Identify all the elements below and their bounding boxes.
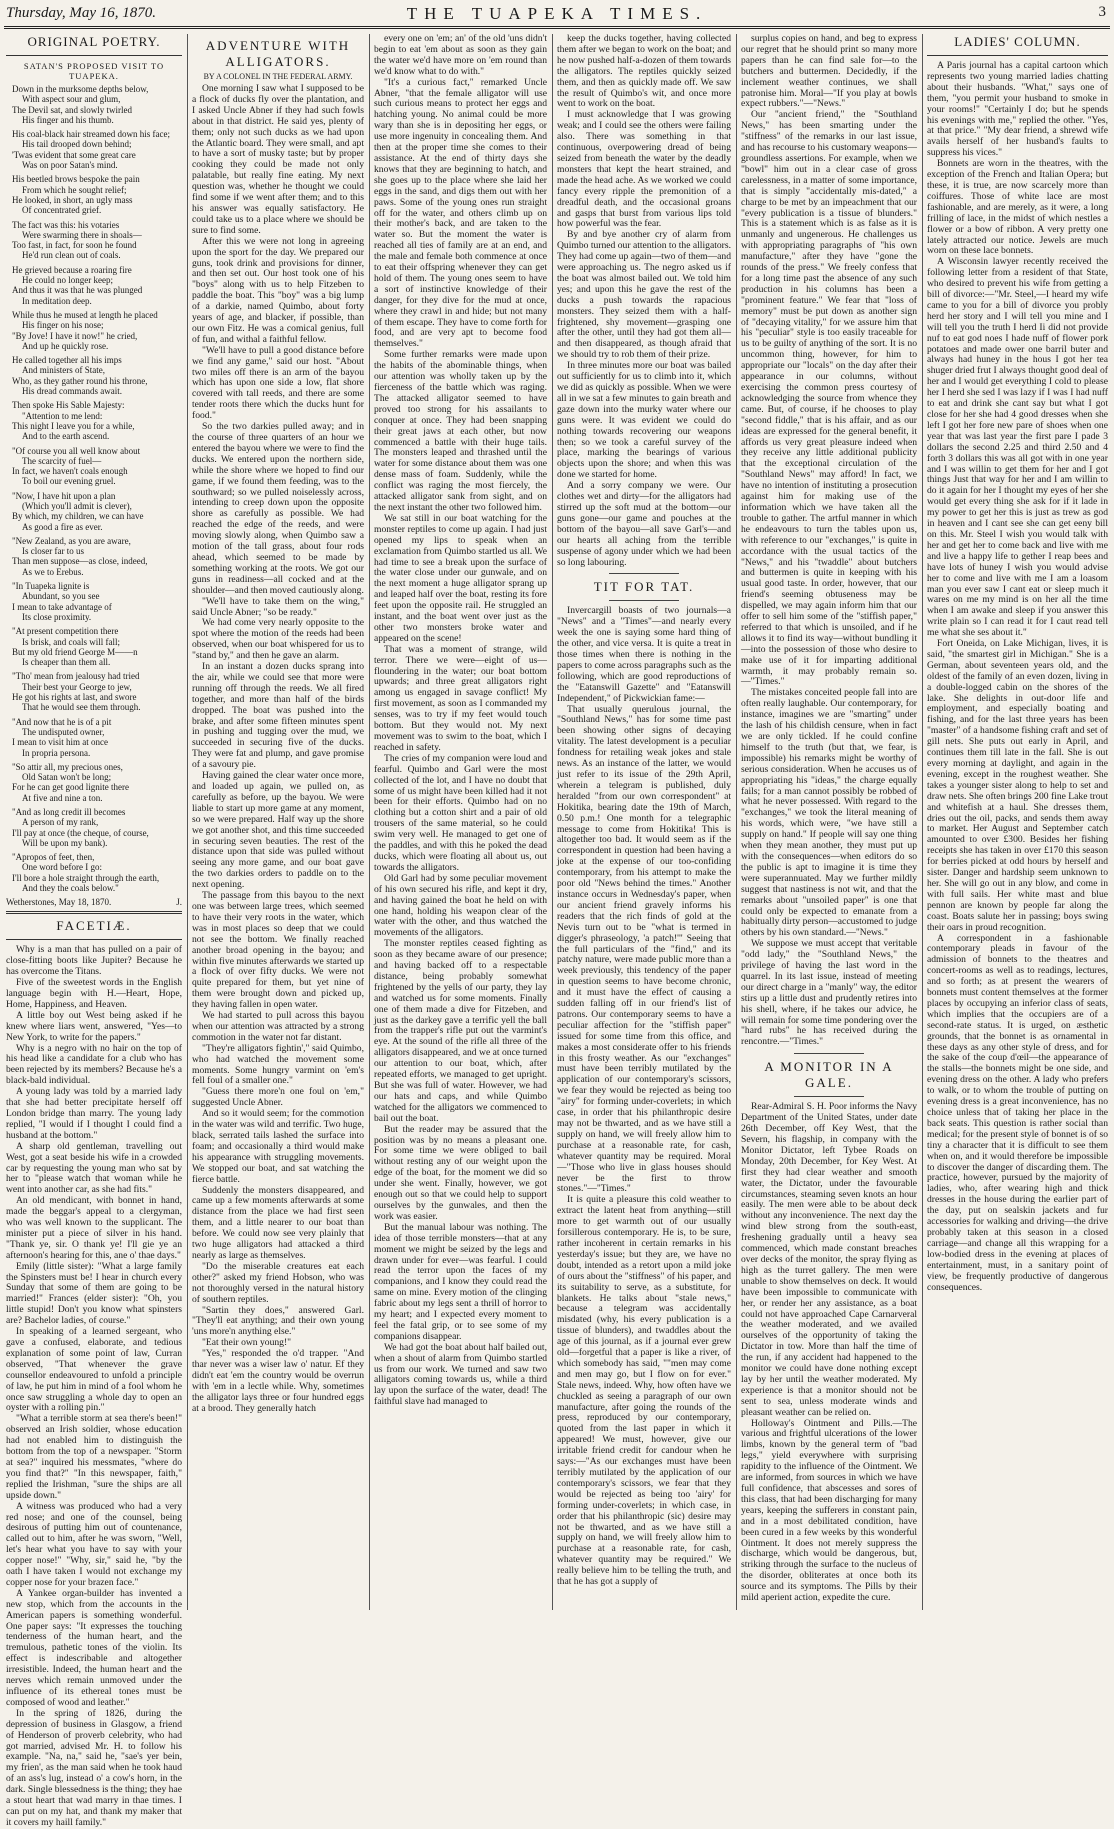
poem-line: While thus he mused at length he placed <box>12 309 158 320</box>
section-heading-facetiae: FACETIÆ. <box>56 918 132 934</box>
paragraph: We had come very nearly opposite to the spot where the motion of the reeds had been observed, when our boat whispered for us to "stand by," and then he gave an alarm. <box>192 617 364 662</box>
paragraph: We had started to pull across this bayou when our attention was attracted by a strong commotion in the water not far distant. <box>192 1010 364 1043</box>
divider <box>927 55 1108 56</box>
paragraph: And a sorry company we were. Our clothes wet and dirty—for the alligators had stirred up the soft mud at the bottom—our guns gone—our game and pouches at the bottom of the bayou—all save Garl's—and our hearts all aching from the terrible suspense of agony under which we had been so long labouring. <box>557 480 731 568</box>
column-tit-for-tat <box>557 34 731 1612</box>
paragraph: keep the ducks together, having collected them after we began to work on the boat; and he now pushed half-a-dozen of them towards the alligators. The reptiles quickly seized them, and then as quickly made off. We saw the result of Quimbo's wit, and once more went to work on the boat. <box>557 33 731 110</box>
paragraph: Some further remarks were made upon the habits of the abominable things, when our attention was wholly taken up by the fierceness of the battle which was raging. The attacked alligator seemed to have proved too strong for his assailants to conquer at once. They had been snapping their great jaws at each other, but now commenced a battle with their huge tails. The monsters leaped and thrashed until the water for some distance about them was one dense mass of foam. Suddenly, while the conflict was raging the most fiercely, the attacked alligator sank from sight, and on the next instant the other two followed him. <box>374 349 547 513</box>
paragraph: "Do the miserable creatures eat each other?" asked my friend Hobson, who was not thoroughly versed in the natural history of southern reptiles. <box>192 1260 364 1305</box>
poem-line: The undisputed owner, <box>22 726 105 737</box>
paragraph: So the two darkies pulled away; and in the course of three quarters of an hour we entered the bayou where we were to find the ducks. We entered upon the northern side, while the shore where we hoped to find our game, if we found them feeding, was to the southward; so we pulled noiselessly across, intending to creep down upon the opposite shore as carefully as possible. We had reached the edge of the reeds, and were moving slowly along, when Quimbo saw a motion of the tall grass, about four rods ahead, which seemed to be made by something working at the roots. We got our guns in readiness—all cocked and at the shoulder—and then moved cautiously along. <box>192 421 364 596</box>
paragraph: Emily (little sister): "What a large family the Spinsters must be! I hear in church every Sunday that some of them are going to be married!" Frances (elder sister): "Oh, you little stupid! Don't you know what spinsters are? Bachelor ladies, of course." <box>6 1260 182 1327</box>
divider <box>609 573 679 574</box>
article-title-monitor: A MONITOR IN A GALE. <box>764 1059 894 1091</box>
poem-line: Was on poor Satan's mind. <box>22 160 118 171</box>
paragraph: Old Garl had by some peculiar movement of his own secured his rifle, and kept it dry, and having gained the boat he held on with one hand, holding his weapon clear of the water with the other, and thus watched the movements of the alligators. <box>374 872 547 939</box>
poem-line: He could no longer keep; <box>22 275 113 286</box>
paragraph: every one on 'em; an' of the old 'uns didn't begin to eat 'em about as soon as they gain the water we'd have more on 'em round than we'd know what to do with." <box>374 33 547 77</box>
poem-line: A person of my rank, <box>22 817 99 828</box>
paragraph: "Sartin they does," answered Garl. "They'll eat anything; and their own young 'uns more'n anything else." <box>192 1304 364 1338</box>
poem-title: SATAN'S PROPOSED VISIT TO TUAPEKA. <box>23 61 165 81</box>
paragraph: Rear-Admiral S. H. Poor informs the Navy Department of the United States, under date 26th December, off Key West, that the Severn, his flagship, in company with the Monitor Dictator, left Tybee Roads on Monday, 20th December, for Key West. At first they had clear weather and smooth water, the Dictator, under the favourable circumstances, steaming seven knots an hour easily. The men were able to be about deck without any inconvenience. The next day the wind blew strong from the south-east, freshening gradually until a heavy sea commenced, which made constant breaches over decks of the monitor, the spray flying as high as the turret gallery. The men were unable to show themselves on deck. It would have been impossible to communicate with her, or render her any assistance, as a boat could not have approached Cape Carnarveral the weather moderated, and we availed ourselves of the opportunity of taking the Dictator in tow. More than half the time of the run, if any accident had happened to the monitor we could have done nothing except lay by her until the weather moderated. My experience is that a monitor should not be sent to sea, unless moderate winds and pleasant weather can be relied on. <box>741 1101 917 1418</box>
paragraph: An old mendicant, with bonnet in hand, made the beggar's appeal to a clergyman, who was well known to the supplicant. The minister put a piece of silver in his hand. "Thank ye, sir. O thank ye! I'll gie ye an afternoon's hearing for this, ane o' thae days." <box>6 1195 182 1261</box>
poem-line: Too fast, in fact, for soon he found <box>12 240 137 251</box>
poem-line: Than men suppose—as close, indeed, <box>12 556 148 567</box>
poem-line: Old Satan won't be long; <box>22 772 112 783</box>
paragraph: Five of the sweetest words in the English language begin with H.—Heart, Hope, Home, Happiness, and Heaven. <box>6 977 182 1010</box>
article-title-adventure: ADVENTURE WITH ALLIGATORS. <box>205 38 351 69</box>
poem-line: "New Zealand, as you are aware, <box>12 535 131 546</box>
tit-for-tat-body <box>557 606 731 1588</box>
poem-line: But my old friend George M——n <box>12 646 138 657</box>
paragraph: A little boy out West being asked if he knew where liars went, answered, "Yes—to New York, to write for the papers." <box>6 1009 182 1043</box>
masthead <box>0 0 1114 26</box>
paragraph: After this we were not long in agreeing upon the sport for the day. We prepared our guns, took drink and provisions for dinner, and then set out. Our host took one of his "boys" along with us to help Fitzeben to paddle the boat. This "boy" was a big lump of a darkie, named Quimbo, about forty years of age, and blacker, if possible, than our own Fitz. He was a comical genius, full of fun, and withal a faithful fellow. <box>192 235 364 345</box>
paragraph: That usually querulous journal, the "Southland News," has for some time past been showing other signs of decaying vitality. The latest development is a peculiar fondness for retailing weak jokes and stale news. As an instance of the latter, we would just refer to its issue of the 29th April, wherein a telegram is published, duly heralded "from our own correspondent" at Hokitika, bearing date the 19th of March, 0.50 p.m.! One month for a telegraphic message to come from Hokitika! This is altogether too bad. It would seem as if the correspondent in question had been having a joke at the expense of our too-confiding contemporary, from his attempt to make the poor old "News behind the times." Another instance occurs in Wednesday's paper, when our ancient friend gravely informs his readers that the rich finds of gold at the Nevis turn out to be "what is termed in digger's phraseology, 'a patch!'" Seeing that the full particulars of the "find," and its patchy nature, were made public more than a week previously, this tendency of the paper in question seems to have become chronic, and it must have the effect of causing a sudden falling off in our friend's list of patrons. Our contemporary seems to have a peculiar affection for the "stiffish paper" issued for some time from this office, and makes a most considerate offer to his friends in this frosty weather. As our "exchanges" must have been terribly mutilated by the application of our contemporary's scissors, we fear they would be rejected as being too "airy" for forming under-coverlets; in which case, in order that his philanthropic desire may not be thwarted, and as we have still a supply on hand, we will freely allow him to purchase at a reasonable rate, for cash, whatever quantity may be required. Moral—"Those who live in glass houses should never be the first to throw stones."—"Times." <box>557 703 731 1195</box>
poem-line: From which he sought relief; <box>22 184 127 195</box>
paragraph: It is quite a pleasure this cold weather to extract the latent heat from anything—still more to get warmth out of our usually forsillerous contemporary. He is, to be sure, rather incoherent in certain remarks in his yesterday's issue; but they are, we have no doubt, intended as a retort upon a mild joke of ours about the "stiffness" of his paper, and its suitability to serve, as a substitute, for blankets. He talks about "stale news," because a telegram was accidentally misdated (why, his every publication is a tissue of blunders), and twaddles about the age of this journal, as if a journal ever grew old—forgetful that a paper is like a river, of which somebody has said, ""men may come and men may go, but I flow on for ever." Stale news, indeed. Why, how often have we chuckled as seeing a paragraph of our own manufacture, after going the rounds of the press, reproduced by our contemporary, quoted from the last paper in which it appeared! We must, however, give our irritable friend credit for candour when he says:—"As our exchanges must have been terribly mutilated by the application of our contemporary's scissors, we fear that they would be rejected as being too 'airy' for forming under-coverlets; in which case, in order that his philanthropic (sic) desire may not be thwarted, and as we have still a supply on hand, we will freely allow him to purchase at a reasonable rate, for cash, whatever quantity may be required." We really believe him to be telling the truth, and that he has got a supply of <box>557 1194 731 1588</box>
masthead-rule <box>4 26 1110 29</box>
poem-line: In meditation deep. <box>22 295 92 306</box>
divider <box>794 1096 864 1097</box>
poem-line: I mean to take advantage of <box>12 601 112 612</box>
section-heading-ladies-column: LADIES' COLUMN. <box>954 34 1081 49</box>
monitor-body <box>741 1102 917 1604</box>
column-adventure-continued <box>374 34 547 1612</box>
paragraph: The mistakes conceited people fall into are often really laughable. Our contemporary, for instance, imagines we are "smarting" under the lash of his childish censure, when in fact we are only tickled. If he could confine himself to the truth (but that, we fear, is impossible) his remarks might be worthy of serious consideration. When he accuses us of appropriating his "ideas," the charge equally fails; for a man cannot possibly be robbed of what he never possessed. With regard to the "exchanges," we took the literal meaning of his words, which were, "we have still a supply on hand." If people will say one thing when they mean another, they must put up with the consequences—when editors do so the public is apt to imagine it is time they were superannuated. May we further mildly suggest that nastiness is not wit, and that the remarks about "unsoiled paper" is one that could only be expected to emanate from a habitually dirty person—accustomed to judge others by his own standard.—"News." <box>741 687 917 939</box>
column-poetry-facetiae <box>6 34 182 1828</box>
poem-line: Who, as they gather round his throne, <box>12 375 148 386</box>
poem-line: This night I leave you for a while, <box>12 420 135 431</box>
poem-line: "Attention to me lend: <box>22 410 103 421</box>
paragraph: But the reader may be assured that the position was by no means a pleasant one. For some time we were obliged to bail without resting any of our weight upon the edge of the boat, for the moment we did so under she went. Finally, however, we got enough out so that we could help to support ourselves by the gunwales, and then the work was easier. <box>374 1123 547 1222</box>
poem-line: At five and nine a ton. <box>22 792 103 803</box>
paragraph: I must acknowledge that I was growing weak; and I could see the others were failing also. There was something in that continuous, overpowering dread of being seized from beneath the water by the deadly monsters that kept the heart strained, and made the head ache. As we worked we could fancy every ripple the premonition of a dreadful death, and the occasional groans and gasps that burst from various lips told how powerful was the fear. <box>557 109 731 230</box>
poem-line: His beetled brows bespoke the pain <box>12 174 140 185</box>
poem-line: "Of course you all well know about <box>12 445 141 456</box>
poem-signature <box>6 897 182 907</box>
poem-line: Is closer far to us <box>22 546 84 557</box>
poem-line: Of concentrated grief. <box>22 205 102 216</box>
section-heading-original-poetry: ORIGINAL POETRY. <box>27 34 161 49</box>
divider <box>609 600 679 601</box>
divider <box>6 55 182 56</box>
tit-for-tat-continued <box>741 34 917 1048</box>
poem-line: For he can get good lignite there <box>12 782 129 793</box>
poem-line: And to the earth ascend. <box>22 431 110 442</box>
poem-line: As good a fire as ever. <box>22 521 103 532</box>
paragraph: We suppose we must accept that veritable "odd lady," the "Southland News," the privilege of having the last word in the quarrel. In its last issue, instead of meeting our direct charge in a "manly" way, the editor stirs up a little dust and prudently retires into his shell, where, if he takes our advice, he will remain for some time pondering over the "hard rubs" he has received during the rencontre.—"Times." <box>741 938 917 1048</box>
poem-line: And they the coals below." <box>22 883 119 894</box>
poem-line: Is brisk, and coals will fall; <box>22 636 120 647</box>
paragraph: A correspondent in a fashionable contemporary pleads in favour of the admission of bonnets to the theatres and concert-rooms as well as to readings, lectures, and so forth; as at present the wearers of bonnets must content themselves at the former places by occupying an inferior class of seats, which implies that the occupiers are of a second-rate status. It is urged, on æsthetic grounds, that the bonnet is as ornamental in these days as any other style of dress, and for the sake of the coup d'œil—the appearance of the stalls—the bonnets might be one side, and evening dress on the other. A lady who prefers to walk, or to whom the trouble of putting on evening dress is a great inconvenience, has no choice unless that of taking her place in the back seats. This question is rather social than medical; for the present style of bonnet is of so tiny a character that it is difficult to see them when on, and it would therefore be impossible to discover the danger of discarding them. The practice, however, pursued by the majority of ladies, who, after wearing high and thick dresses in the house during the earlier part of the day, put on sealskin jackets and fur accessories for walking and driving—the drive probably taken at this season in a closed carriage—and change all this wrapping for a low-bodied dress in the evening at places of entertainment, must, in a sanitary point of view, be frequently productive of dangerous consequences. <box>927 932 1108 1293</box>
paragraph: A witness was produced who had a very red nose; and one of the counsel, being desirous of putting him out of countenance, called out to him, after he was sworn, "Well, let's hear what you have to say with your copper nose!" "Why, sir," said he, "by the oath I have taken I would not exchange my copper nose for your brazen face." <box>6 1500 182 1588</box>
poem-line: Its close proximity. <box>22 611 92 622</box>
poem-initial: J. <box>176 897 182 908</box>
poem-line: He looked, in short, an ugly mass <box>12 194 133 205</box>
paragraph: Why is a man that has pulled on a pair of close-fitting boots like Jupiter? Because he has overcome the Titans. <box>6 944 182 978</box>
paragraph: "We'll have to pull a good distance before we find any game," said our host. "About two miles off there is an arm of the bayou which has upon one side a low, flat shore covered with tall reeds, and there are some tender roots there which the ducks hunt for food." <box>192 344 364 422</box>
paragraph: A Paris journal has a capital cartoon which represents two young married ladies chatting about their husbands. "What," says one of them, "you permit your husband to smoke in your rooms!" "Certainly I do; but he spends his evenings with me," replied the other. "Yes, at that price." "My dear friend, a shrewd wife avails herself of her husband's faults to suppress his vices." <box>927 60 1108 159</box>
paragraph: Having gained the clear water once more, and loaded up again, we pulled on, as carefully as before, up the bayou. We were liable to start up more game at any moment, so we were prepared. Half way up the shore we got another shot, and this time succeeded in securing seven beauties. The rest of the distance upon that side was pulled without seeing any more game, and our boat gave the two darkies orders to paddle on to the next opening. <box>192 770 364 891</box>
poem-line: "In Tuapeka lignite is <box>12 581 90 592</box>
paragraph: We sat still in our boat watching for the monster reptiles to come up again. I had just opened my lips to speak when an exclamation from Quimbo startled us all. We had time to see a break upon the surface of the water close under our gunwale, and on the next moment a huge alligator sprang up and leaped half over the boat, resting its fore feet upon the opposite rail. He struggled an instant, and the boat went over just as the other two monsters broke water and appeared on the scene! <box>374 512 547 644</box>
facetiae-body <box>6 945 182 1828</box>
poem-line: To boil our evening gruel. <box>22 476 116 487</box>
poem-line: Their best your George to jew, <box>22 681 132 692</box>
poem-line: In fact, we haven't coals enough <box>12 466 128 477</box>
paragraph: That was a moment of strange, wild terror. There we were—eight of us—floundering in the water; our boat bottom upwards; and three great alligators right among us engaged in savage conflict! My first movement, as soon as I commanded my senses, was to try if my feet would touch bottom. But they would not. My next movement was to swim to the boat, which I reached in safety. <box>374 643 547 753</box>
poem-line: "By Jove! I have it now!" he cried, <box>12 330 138 341</box>
poem-line: Then spoke His Sable Majesty: <box>12 400 125 411</box>
poem-line: He called together all his imps <box>12 355 122 366</box>
poem-line: His finger and his thumb. <box>22 114 114 125</box>
paragraph: In the spring of 1826, during the depression of business in Glasgow, a friend of Henderson of proverb celebrity, who had got married, advised Mr. H. to follow his example. "Na, na," said he, "sae's yer bein, my frien', as the man said when he took haud of an ass's lug, instead o' a cow's horn, in the dark. Single blessedness is the thing; they hae a stout heart that wad marry in thae times. I can put on my hat, and thank my maker that it covers my haill family." <box>6 1707 182 1828</box>
paragraph: A sharp old gentleman, travelling out West, got a seat beside his wife in a crowded car by requesting the young man who sat by her to "please watch that woman while he went into another car, as she had fits." <box>6 1140 182 1196</box>
poem-line: And thus it was that he was plunged <box>12 285 143 296</box>
paragraph: Fort Oneida, on Lake Michigan, lives, it is said, "the smartest girl in Michigan." She is a German, about seventeen years old, and the oldest of the family of an even dozen, living in a double-logged cabin on the shores of the lake. She delights in out-door life and employment, and especially boating and fishing, and for the last three years has been "master" of a handsome fishing craft and set of gill nets. She puts out early in April, and continues them till late in the fall. She is out every morning at daylight, and again in the evening, except in the roughest weather. She takes a younger sister along to help to set and draw nets. She often brings 200 fine Lake trout and whitefish at a haul. She dresses them, dries out the oil, packs, and sends them away to market. Her August and September catch amounted to over £300. Besides her fishing receipts she has taken in over £170 this season for berries picked at odd hours by herself and sister. Danger and hardship seem unknown to her. She will go out in any blow, and come in with full sails. Her white mast and blue pennon are known by people far along the coast. Boats salute her in passing; boys swing their oars in proud recognition. <box>927 638 1108 933</box>
column-divider <box>369 34 370 1610</box>
divider <box>6 911 182 914</box>
poem-line: "So attir all, my precious ones, <box>12 761 123 772</box>
ladies-column-body <box>927 61 1108 1293</box>
poem-line: And up he quickly rose. <box>22 340 109 351</box>
poem-line: The fact was this: his votaries <box>12 219 120 230</box>
paragraph: But the manual labour was nothing. The idea of those terrible monsters—that at any moment we might be seized by the legs and drawn under for ever—was fearful. I could read the terror upon the faces of my companions, and I know they could read the same on mine. Every motion of the clinging fabric about my legs sent a thrill of horror to my heart; and I expected every moment to feel the fatal grip, or to see some of my companions disappear. <box>374 1221 547 1342</box>
poem-line: In propria persona. <box>22 747 91 758</box>
poem-line: (Which you'll admit is clever), <box>22 500 132 511</box>
paragraph: The passage from this bayou to the next one was between large trees, which seemed to have their very roots in the water, which was in most places so deep that we could not see the bottom. We finally reached another broad opening in the bayou; and within five minutes afterwards we started up a flock of over fifty ducks. We were not quite prepared for them, but yet nine of them were brought down and picked up, they having fallen in open water. <box>192 890 364 1011</box>
poem-line: He got his rights at last, and swore <box>12 692 137 703</box>
poem-line: Will be upon my bank). <box>22 837 108 848</box>
column-divider <box>187 34 188 1610</box>
poem-line: I'll bore a hole straight through the earth, <box>12 872 160 883</box>
poem-line: The Devil sat, and slowly twirled <box>12 104 132 115</box>
poem-line: I mean to visit him at once <box>12 737 108 748</box>
paragraph: Holloway's Ointment and Pills.—The various and frightful ulcerations of the lower limbs, known by the general term of "bad legs," yield everywhere with surprising rapidity to the influence of the Ointment. We are informed, from sources in which we have full confidence, that abscesses and sores of this class, that had been discharging for many years, keeping the sufferers in constant pain, and in a most debilitated condition, have been cured in a few weeks by this wonderful Ointment. It does not merely suppress the discharge, which would be dangerous, but, striking through the surface to the nucleus of the disorder, obliterates at once both its source and its symptoms. The Pills by their mild aperient action, expedite the cure. <box>741 1417 917 1604</box>
paragraph: One morning I saw what I supposed to be a flock of ducks fly over the plantation, and I asked Uncle Abner if they had such fowls about in that district. He said yes, plenty of them; only not such ducks as we had upon the Atlantic board. They were small, and apt to have a sort of musky taste; but by proper cooking they could be made not only palatable, but really fine eating. My next question was, whether he thought we could find some if we went after them; and to this his answer was equally satisfactory. He could take us to a place where we should be sure to find some. <box>192 83 364 236</box>
paragraph: "It's a curious fact," remarked Uncle Abner, "that the female alligator will use such curious means to protect her eggs and hatching young. No animal could be more wary than she is in depositing her eggs, or use more ingenuity in concealing them. And then at the proper time she comes to their assistance. At the end of thirty days she knows that they are beginning to hatch, and she goes up to the place where she laid her eggs in the sand, and digs them out with her paws. Some of the young ones run straight off for the water, and others climb up on their mother's back, and are taken to the water so. But the moment the water is reached all ties of family are at an end, and the male and female both commence at once to eat their offspring whenever they can get hold of them. The young ones seem to have a sort of instinctive knowledge of their danger, for they dive for the mud at once, where they crawl in and hide; but not many of them escape. They have to come forth for food, and are very apt to become food themselves." <box>374 76 547 350</box>
page-number: 3 <box>1098 4 1106 20</box>
poem-line: The scarcity of fuel— <box>22 455 102 466</box>
column-divider <box>552 34 553 1610</box>
poem-line: He grieved because a roaring fire <box>12 264 132 275</box>
paragraph: "Guess there more'n one foul on 'em," suggested Uncle Abner. <box>192 1086 364 1109</box>
poem-line: I'll pay at once (the cheque, of course, <box>12 827 149 838</box>
poem-line: As we to Erebus. <box>22 566 84 577</box>
poem-line: "And now that he is of a pit <box>12 716 112 727</box>
poem-line: And ministers of State, <box>22 365 105 376</box>
paragraph: The cries of my companion were loud and fearful. Quimbo and Garl were the most collected of the lot, and I have no doubt that some of us might have been killed had it not been for their efforts. Quimbo had on no clothing but a cotton shirt and a pair of old trousers of the same material, so he could swim very well. He managed to get one of the paddles, and with this he poked the dead ducks, which were floating all about us, out towards the alligators. <box>374 752 547 873</box>
column-adventure-with-alligators <box>192 34 364 1612</box>
poem-line: One word before I go: <box>22 862 102 873</box>
poem-line: "And as long credit ill becomes <box>12 807 126 817</box>
paragraph: The monster reptiles ceased fighting as soon as they became aware of our presence; and having backed off to a respectable distance, being probably somewhat frightened by the yells of our party, they lay and watched us for some moments. Finally one of them made a dive for Fitzeben, and just as the darkey gave a terrific yell the ball from the trapper's rifle put out the varmint's eye. At the sound of the rifle all three of the alligators disappeared, and we at once turned our attention to our boat, which, after repeated efforts, we managed to get upright. But she was full of water. However, we had our hats and caps, and while Quimbo watched for the alligators we commenced to bail out the boat. <box>374 938 547 1124</box>
column-divider <box>736 34 737 1610</box>
poem-line: His coal-black hair streamed down his face; <box>12 129 170 140</box>
poem-line: That he would see them through. <box>22 702 141 713</box>
paragraph: By and bye another cry of alarm from Quimbo turned our attention to the alligators. They had come up again—two of them—and were approaching us. The negro asked us if the boat was almost bailed out. We told him yes; and upon this he gave the rest of the ducks a push towards the rapacious monsters. They seized them with a half-frightened, shy movement—grasping one after the other, until they had got them all—and then disappeared, as though afraid that we should try to rob them of their prize. <box>557 229 731 361</box>
poem-line: "Now, I have hit upon a plan <box>12 490 116 501</box>
paragraph: And so it would seem; for the commotion in the water was wild and terrific. Two huge, black, serrated tails lashed the surface into foam; and occasionally a third would make his appearance with struggling movements. We stopped our boat, and sat watching the fierce battle. <box>192 1108 364 1185</box>
paragraph: Bonnets are worn in the theatres, with the exception of the French and Italian Opera; but these, it is true, are now scarcely more than coiffures. Those of white lace are most fashionable, and are merely, as it were, a long frilling of lace, in the midst of which nestles a flower or a bow of ribbon. A very pretty one lately attracted our notice. Jewels are much worn on these lace bonnets. <box>927 158 1108 257</box>
paragraph: "Eat their own young!" <box>202 1337 292 1349</box>
poem-line: "Tho' mean from jealousy had tried <box>12 671 140 682</box>
paragraph: In an instant a dozen ducks sprang into the air, while we could see that more were running off through the reeds. We all fired together, and more than half of the birds dropped. The boat was pushed into the brake, and after some fifteen minutes spent in pushing and tugging over the mud, we succeeded in securing five of the ducks. They were fat and plump, and gave promise of a savoury pie. <box>192 661 364 771</box>
paragraph: "What a terrible storm at sea there's been!" observed an Irish soldier, whose education had not enabled him to distinguish the bottom from the top of a newspaper. "Storm at sea?" inquired his messmates, "where do you find that?" "In this newspaper, faith," replied the Irishman, "sure the ships are all upside down." <box>6 1413 182 1501</box>
poem-line: His tail drooped down behind; <box>22 139 132 150</box>
poem-line: Is cheaper than them all. <box>22 657 111 668</box>
article-body-continued <box>557 34 731 568</box>
poem-line: Down in the murksome depths below, <box>12 84 149 94</box>
column-divider <box>922 34 923 1610</box>
article-title-tit-for-tat: TIT FOR TAT. <box>593 579 695 595</box>
article-body-continued <box>374 34 547 1408</box>
paragraph: In speaking of a learned sergeant, who gave a confused, elaborate, and tedious explanation of some point of law, Curran observed, "That whenever the grave counsellor endeavoured to unfold a principle of law, he put him in mind of a fool whom he once saw struggling a whole day to open an oyster with a rolling pin." <box>6 1326 182 1414</box>
poem-body <box>6 84 182 893</box>
paragraph: A Wisconsin lawyer recently received the following letter from a resident of that State, who desired to prevent his wife from getting a bill of divorce:—"Mr. Steel,—I heard my wife came to you for a bill of divorce you probly herd her story and I will tell you mine and I will tell you the truth I herd Ii did not provide nuf to eat god noes I hade nuff of flower pork potatoes and made ower one barril buter and always had huney in the hous I got her tea shuger dried frut I always thought good deal of her and I would get everything I cold to please her I herd she sed I was lazy if I was I had nuff to eat and drink she cant say but what I got close for her she had 4 good dresses when she left I got her fore new pare of shoes when one year that was last year the first pare I pade 3 dollars the second 2.25 and third 2.50 and 4 forth 3 dollars this was all got with in one year and I was willin to get them for her and I got things Just that way for her and I am willin to do it again for her I thought my eyes of her she would get every thing she ask for if it lade in my power to get her this is just as trew as god in heaven and I cant see she can get eeny bill on this. Mr. Steel I wish you would talk with her and get her to come back and live with me and live a happy life to gether I reap bees and have lots of huney I wish you would advise her to come and live with me I am a loasom man you ever saw I cant eat or sleep much it wares on me my mind is on her all the time when I am awake and sleep if you answer this write plain so I can read it for I caut read tell me what she ses about it." <box>927 256 1108 639</box>
poem-line: "At present competition there <box>12 626 119 637</box>
poem-line: He'd run clean out of coals. <box>22 250 121 261</box>
paragraph: Our "ancient friend," the "Southland News," has been smarting under the "stiffness" of the remarks in our last issue, and has recourse to his customary weapons—groundless assertions. For example, when we "bowl" him out in a clear case of gross carelessness, in a matter of some importance, that is simply "accidentally mis-dated," a charge to be met by an impeachment that our "every publication is a tissue of blunders." This is a statement which is as false as it is unmanly and ungenerous. He challenges us with appropriating paragraphs of "his own manufacture," after they have "gone the rounds of the press." We freely confess that for a long time past the absence of any such production in his columns has been a "prominent feature." We fear that "loss of memory" must be put down as another sign of "decaying vitality," for we assure him that his "peculiar" style is too easily traceable for us to be guilty of anything of the sort. It is no uncommon thing, however, for him to appropriate our "locals" on the day after their appearance in our columns, without exercising the common press courtesy of acknowledging the source from whence they came. But, of course, if he chooses to play "second fiddle," that is his affair, and as our ideas are expressed for the general benefit, it affords us very great pleasure indeed when they receive any little additional publicity that the exceptional circulation of the "Southland News" may afford! In fact, we have no intention of instituting a prosecution against him for making use of the information which we have taken all the trouble to gather. The artful manner in which he endeavours to turn the tables upon us, with reference to our "exchanges," is quite in accordance with the usual tactics of the "News," and his "twaddle" about butchers and buttermen is quite in keeping with his usual good taste. In order, however, that our friend's seeming obtuseness may be dispelled, we may again inform him that our offer to sell him some of the "stiffish paper," referred to that which is unsoiled, and if he allows it to find its way—without bundling it—into the possession of those who desire to make use of it for imparting additional warmth, it may probably remain so.—"Times." <box>741 109 917 688</box>
paragraph: A young lady was told by a married lady that she had better precipitate herself off London bridge than marry. The young lady replied, "I would if I thought I could find a husband at the bottom." <box>6 1086 182 1141</box>
column-monitor-in-a-gale <box>741 34 917 1612</box>
paragraph: A Yankee organ-builder has invented a new stop, which from the accounts in the American papers is something wonderful. One paper says: "It expresses the touching tenderness of the human heart, and the tremulous, pathetic tones of the violin. Its effect is indescribable and altogether irresistible. Indeed, the human heart and the nerves which remain unmoved under the influence of its ethereal tones must be composed of wood and leather." <box>6 1587 182 1708</box>
poem-place-date: Wetherstones, May 18, 1870. <box>6 897 112 908</box>
poem-line: His finger on his nose; <box>22 320 104 331</box>
poem-line: Abundant, so you see <box>22 591 100 602</box>
poem-line: His dread commands await. <box>22 386 122 397</box>
newspaper-title: THE TUAPEKA TIMES. <box>406 4 708 23</box>
paragraph: "Yes," responded the o'd trapper. "And thar never was a wiser law o' natur. Ef they didn't eat 'em the country would be overrun with 'em in a lectle while. Why, sometimes the alligator lays three or four hundred eggs at a brood. They generally hatch <box>192 1348 364 1414</box>
paragraph: "They're alligators fightin'," said Quimbo, who had watched the movement some moments. Some hungry varmint on 'em's fell foul of a smaller one." <box>192 1042 364 1087</box>
poem-line: "Apropos of feet, then, <box>12 852 95 863</box>
article-byline: BY A COLONEL IN THE FEDERAL ARMY. <box>203 72 353 81</box>
paragraph: Suddenly the monsters disappeared, and came up a few moments afterwards at some distance from the place we had first seen them, and a little nearer to our boat than before. We could now see very plainly that two huge alligators had attacked a third nearly as large as themselves. <box>192 1184 364 1261</box>
divider <box>794 1053 864 1054</box>
paragraph: Why is a negro with no hair on the top of his head like a candidate for a club who has been rejected by its members? Because he's a black-bald individual. <box>6 1042 182 1087</box>
divider <box>6 939 182 940</box>
column-ladies <box>927 34 1108 1612</box>
poem-line: 'Twas evident that some great care <box>12 149 136 160</box>
paragraph: Invercargill boasts of two journals—a "News" and a "Times"—and nearly every week the one is saying some hard thing of the other, and vice versa. It is quite a treat in those times when there is nothing in the papers to come across paragraphs such as the following, which are good reproductions of the "Eatanswill Gazette" and "Eatanswill Independent," of Pickwickian fame:— <box>557 605 731 704</box>
paragraph: surplus copies on hand, and beg to express our regret that he should print so many more papers than he can find sale for—to the butchers and buttermen. Decidedly, if the inclement weather continues, we shall patronise him. Moral—"If you play at bowls expect rubbers."—"News." <box>741 33 917 110</box>
issue-date: Thursday, May 16, 1870. <box>6 5 156 21</box>
paragraph: In three minutes more our boat was bailed out sufficiently for us to climb into it, which we did as quickly as possible. When we were all in we sat a few minutes to gain breath and gaze down into the murky water where our guns were. It was evident we could do nothing towards recovering our weapons then; so we took a careful survey of the place, marking the bearings of various objects upon the shore; and when this was done we started for home. <box>557 360 731 481</box>
paragraph: "We'll have to take them on the wing," said Uncle Abner; "so be ready." <box>192 595 364 618</box>
paragraph: We had got the boat about half bailed out, when a shout of alarm from Quimbo startled us from our work. We turned and saw two alligators coming towards us, while a third lay upon the surface of the water, dead! The faithful slave had managed to <box>374 1341 547 1408</box>
article-body <box>192 84 364 1415</box>
poem-line: Were swarming there in shoals— <box>22 229 142 240</box>
poem-line: With aspect sour and glum, <box>22 94 121 105</box>
poem-line: By which, my children, we can have <box>12 511 144 522</box>
